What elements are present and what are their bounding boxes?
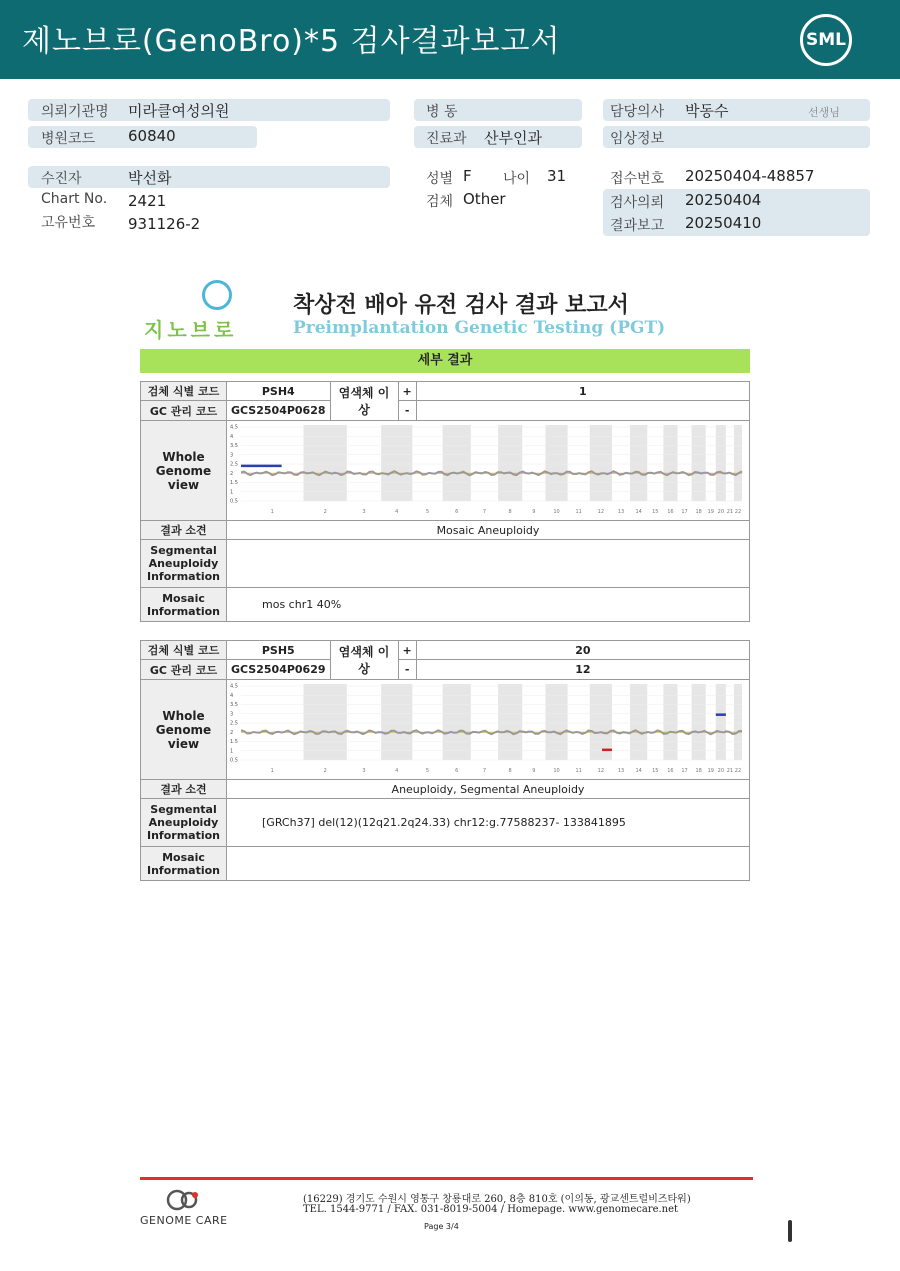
clinical-label: 임상정보 (610, 131, 665, 147)
chromosome-tick-label: 16 (667, 509, 674, 515)
chromosome-tick-label: 20 (717, 768, 725, 774)
y-tick-label: 2 (230, 470, 234, 477)
segmental-value: [GRCh37] del(12)(12q21.2q24.33) chr12:g.77588237- 133841895 (227, 799, 750, 847)
id-label: 고유번호 (41, 215, 96, 231)
abnormal-label: 염색체 이상 (330, 641, 398, 680)
chromosome-tick-label: 22 (734, 768, 742, 774)
genobro-logo (142, 280, 252, 340)
whole-genome-plot-1 (227, 421, 750, 521)
report-date-label: 결과보고 (610, 218, 665, 234)
sample-code-value: PSH5 (227, 641, 331, 660)
doctor-label: 담당의사 (610, 104, 665, 120)
chromosome-tick-label: 15 (652, 768, 659, 774)
segmental-value (227, 540, 750, 588)
segmental-label: Segmental Aneuploidy Information (141, 540, 227, 588)
chromosome-tick-label: 3 (362, 509, 366, 515)
genobro-logo-text: 지노브로 (144, 318, 238, 342)
finding-label: 결과 소견 (141, 521, 227, 540)
request-label: 검사의뢰 (610, 195, 665, 211)
sample-table-2 (140, 640, 750, 881)
chromosome-tick-label: 11 (575, 509, 582, 515)
chromosome-tick-label: 6 (455, 509, 459, 515)
age-value: 31 (547, 167, 567, 185)
chromosome-tick-label: 5 (425, 509, 430, 515)
chart-label: Chart No. (41, 191, 108, 207)
chromosome-tick-label: 9 (532, 768, 536, 774)
chromosome-tick-label: 13 (617, 768, 625, 774)
mosaic-value: mos chr1 40% (227, 588, 750, 622)
chromosome-tick-label: 1 (270, 768, 274, 774)
ward-label: 병 동 (426, 104, 458, 120)
sex-label: 성별 (426, 171, 454, 187)
chromosome-tick-label: 7 (482, 509, 487, 515)
request-value: 20250404 (685, 191, 762, 209)
finding-value: Mosaic Aneuploidy (227, 521, 750, 540)
chromosome-tick-label: 9 (532, 509, 536, 515)
genome-plot-svg-1 (227, 421, 747, 517)
footer-contact: TEL. 1544-9771 / FAX. 031-8019-5004 / Homepage. www.genomecare.net (303, 1204, 679, 1215)
minus-value: 12 (416, 660, 749, 680)
y-tick-label: 2.5 (230, 720, 238, 727)
department-label: 진료과 (426, 131, 467, 147)
chromosome-tick-label: 8 (508, 509, 512, 515)
chromosome-tick-label: 2 (323, 509, 327, 515)
sample-code-label: 검체 식별 코드 (141, 641, 227, 660)
plus-label: + (398, 641, 416, 660)
plus-value: 20 (416, 641, 749, 660)
mosaic-label: Mosaic Information (141, 847, 227, 881)
y-tick-label: 3 (230, 452, 234, 459)
dna-magnifier-icon (202, 280, 232, 310)
department-value: 산부인과 (484, 129, 542, 147)
pgt-title: 착상전 배아 유전 검사 결과 보고서 (293, 293, 629, 318)
chromosome-tick-label: 7 (482, 768, 487, 774)
mosaic-label: Mosaic Information (141, 588, 227, 622)
plus-value: 1 (416, 382, 749, 401)
doctor-value: 박동수 (685, 102, 729, 120)
y-tick-label: 1 (230, 489, 234, 496)
sample-code-label: 검체 식별 코드 (141, 382, 227, 401)
footer-address: (16229) 경기도 수원시 영통구 창룡대로 260, 8층 810호 (이의동, 광교센트럴비즈타워) (303, 1194, 691, 1205)
y-tick-label: 4 (230, 692, 234, 699)
finding-label: 결과 소견 (141, 780, 227, 799)
gc-code-label: GC 관리 코드 (141, 660, 227, 680)
chromosome-tick-label: 5 (425, 768, 430, 774)
chromosome-tick-label: 8 (508, 768, 512, 774)
chromosome-tick-label: 18 (695, 768, 702, 774)
minus-label: - (398, 401, 416, 421)
hospital-code-value: 60840 (128, 127, 176, 145)
segmental-label: Segmental Aneuploidy Information (141, 799, 227, 847)
hospital-code-label: 병원코드 (41, 131, 96, 147)
plus-label: + (398, 382, 416, 401)
sml-logo: SML (800, 14, 852, 66)
chromosome-tick-label: 10 (553, 768, 560, 774)
section-header: 세부 결과 (140, 349, 750, 373)
gc-code-value: GCS2504P0629 (227, 660, 331, 680)
y-tick-label: 2 (230, 729, 234, 736)
report-title: 제노브로(GenoBro)*5 검사결과보고서 (22, 24, 561, 59)
chart-value: 2421 (128, 192, 167, 210)
page-number: Page 3/4 (424, 1222, 459, 1231)
whole-genome-label: Whole Genome view (141, 680, 227, 780)
institution-label: 의뢰기관명 (41, 104, 109, 120)
chromosome-tick-label: 15 (652, 509, 659, 515)
pgt-subtitle: Preimplantation Genetic Testing (PGT) (293, 318, 666, 338)
y-tick-label: 1 (230, 748, 234, 755)
examinee-box (28, 166, 390, 188)
y-tick-label: 1.5 (230, 480, 238, 486)
gc-code-value: GCS2504P0628 (227, 401, 331, 421)
chromosome-tick-label: 11 (575, 768, 582, 774)
chromosome-tick-label: 4 (395, 509, 399, 515)
sample-code-value: PSH4 (227, 382, 331, 401)
chromosome-tick-label: 12 (597, 509, 605, 515)
chromosome-tick-label: 14 (635, 768, 642, 774)
chromosome-tick-label: 22 (734, 509, 742, 515)
genome-care-logo-icon (165, 1188, 201, 1212)
gc-code-label: GC 관리 코드 (141, 401, 227, 421)
abnormal-label: 염색체 이상 (330, 382, 398, 421)
chromosome-tick-label: 17 (681, 509, 688, 515)
chromosome-tick-label: 19 (707, 768, 714, 774)
chromosome-tick-label: 1 (270, 509, 274, 515)
chromosome-tick-label: 14 (635, 509, 642, 515)
y-tick-label: 3.5 (230, 443, 238, 449)
y-tick-label: 4.5 (230, 424, 238, 431)
genome-care-name: GENOME CARE (140, 1214, 228, 1227)
chromosome-tick-label: 6 (455, 768, 459, 774)
mosaic-value (227, 847, 750, 881)
y-tick-label: 1.5 (230, 739, 238, 745)
y-tick-label: 4 (230, 433, 234, 440)
receipt-label: 접수번호 (610, 171, 665, 187)
y-tick-label: 0.5 (230, 498, 238, 505)
y-tick-label: 0.5 (230, 757, 238, 764)
chromosome-tick-label: 3 (362, 768, 366, 774)
chromosome-tick-label: 12 (597, 768, 605, 774)
chromosome-tick-label: 4 (395, 768, 399, 774)
sex-value: F (463, 167, 472, 185)
examinee-label: 수진자 (41, 171, 82, 187)
chromosome-tick-label: 19 (707, 509, 714, 515)
institution-value: 미라클여성의원 (128, 102, 230, 120)
genome-plot-svg-2 (227, 680, 747, 776)
scroll-marker (788, 1220, 792, 1242)
report-date-value: 20250410 (685, 214, 762, 232)
minus-label: - (398, 660, 416, 680)
chromosome-tick-label: 21 (726, 768, 734, 774)
chromosome-tick-label: 18 (695, 509, 702, 515)
doctor-suffix: 선생님 (808, 106, 840, 119)
id-value: 931126-2 (128, 215, 201, 233)
chromosome-tick-label: 21 (726, 509, 734, 515)
y-tick-label: 4.5 (230, 683, 238, 690)
specimen-value: Other (463, 190, 506, 208)
chromosome-tick-label: 10 (553, 509, 560, 515)
age-label: 나이 (503, 171, 531, 187)
specimen-label: 검체 (426, 194, 454, 210)
receipt-value: 20250404-48857 (685, 167, 815, 185)
report-header (0, 0, 900, 79)
finding-value: Aneuploidy, Segmental Aneuploidy (227, 780, 750, 799)
examinee-value: 박선화 (128, 169, 172, 187)
chromosome-tick-label: 13 (617, 509, 625, 515)
whole-genome-plot-2 (227, 680, 750, 780)
y-tick-label: 3 (230, 711, 234, 718)
whole-genome-label: Whole Genome view (141, 421, 227, 521)
chromosome-tick-label: 16 (667, 768, 674, 774)
minus-value (416, 401, 749, 421)
sample-table-1 (140, 381, 750, 622)
y-tick-label: 3.5 (230, 702, 238, 708)
chromosome-tick-label: 20 (717, 509, 725, 515)
chromosome-tick-label: 2 (323, 768, 327, 774)
footer-divider (140, 1177, 753, 1180)
y-tick-label: 2.5 (230, 461, 238, 468)
chromosome-tick-label: 17 (681, 768, 688, 774)
